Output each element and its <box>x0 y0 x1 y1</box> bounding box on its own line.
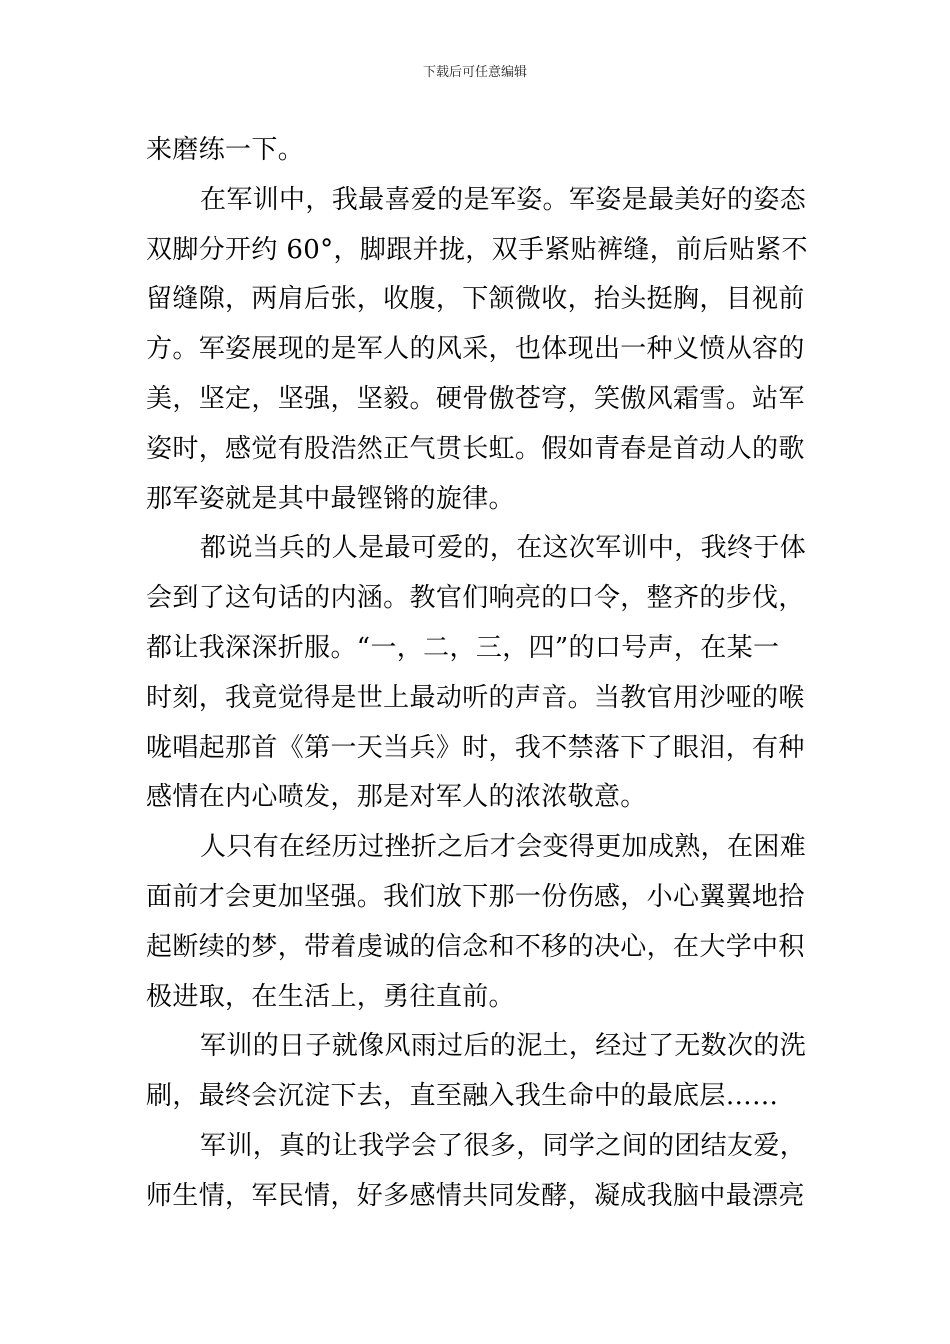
text-line: 姿时，感觉有股浩然正气贯长虹。假如青春是首动人的歌 <box>146 433 805 464</box>
text-line: 留缝隙，两肩后张，收腹，下颔微收，抬头挺胸，目视前 <box>146 284 805 315</box>
text-line: 面前才会更加坚强。我们放下那一份伤感，小心翼翼地拾 <box>146 881 805 912</box>
text-line: 感情在内心喷发，那是对军人的浓浓敬意。 <box>146 782 647 813</box>
text-line: 人只有在经历过挫折之后才会变得更加成熟，在困难 <box>200 832 807 863</box>
text-line: 来磨练一下。 <box>146 135 305 165</box>
text-line: 那军姿就是其中最铿锵的旋律。 <box>146 483 515 514</box>
text-line: 在军训中，我最喜爱的是军姿。军姿是最美好的姿态 <box>200 184 807 215</box>
text-line: 师生情，军民情，好多感情共同发酵，凝成我脑中最漂亮 <box>146 1180 805 1211</box>
text-line: 军训的日子就像风雨过后的泥土，经过了无数次的洗 <box>200 1031 807 1062</box>
text-line: 起断续的梦，带着虔诚的信念和不移的决心，在大学中积 <box>146 931 805 962</box>
page-header: 下载后可任意编辑 <box>422 65 527 80</box>
text-line: 刷，最终会沉淀下去，直至融入我生命中的最底层…… <box>146 1081 779 1112</box>
text-line: 都说当兵的人是最可爱的，在这次军训中，我终于体 <box>200 533 807 564</box>
text-line: 咙唱起那首《第一天当兵》时，我不禁落下了眼泪，有种 <box>146 732 805 763</box>
document-body <box>146 126 806 1222</box>
text-line: 美，坚定，坚强，坚毅。硬骨傲苍穹，笑傲风霜雪。站军 <box>146 383 805 414</box>
text-line: 双脚分开约 60°，脚跟并拢，双手紧贴裤缝，前后贴紧不 <box>146 234 808 265</box>
text-line: 会到了这句话的内涵。教官们响亮的口令，整齐的步伐， <box>146 583 805 614</box>
text-line: 都让我深深折服。“一，二，三，四”的口号声，在某一 <box>146 632 780 663</box>
text-line: 方。军姿展现的是军人的风采，也体现出一种义愤从容的 <box>146 334 805 365</box>
text-line: 极进取，在生活上，勇往直前。 <box>146 981 515 1012</box>
text-line: 时刻，我竟觉得是世上最动听的声音。当教官用沙哑的喉 <box>146 682 805 713</box>
text-line: 军训，真的让我学会了很多，同学之间的团结友爱， <box>200 1130 807 1161</box>
